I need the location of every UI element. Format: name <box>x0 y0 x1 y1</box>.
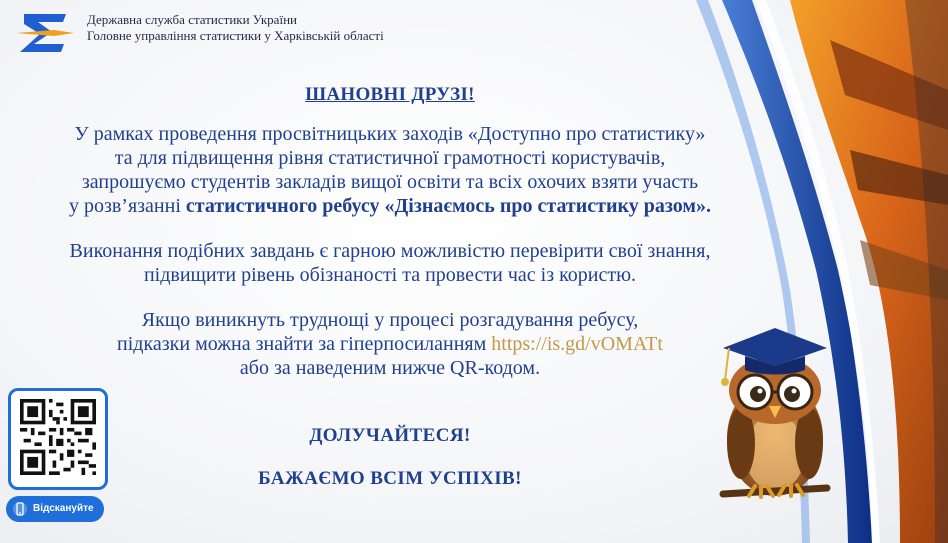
scan-button-label: Відскануйте <box>33 503 94 514</box>
phone-icon <box>13 500 27 518</box>
paragraph-benefits <box>0 239 780 287</box>
paragraph-line: та для підвищення рівня статистичної грамотності користувачів, <box>114 147 666 169</box>
hint-link[interactable]: https://is.gd/vOMATt <box>491 333 663 355</box>
paragraph-line: Якщо виникнуть труднощі у процесі розгадування ребусу, <box>141 309 639 331</box>
paragraph-line: Виконання подібних завдань є гарною можливістю перевірити свої знання, <box>69 240 711 262</box>
scan-button[interactable] <box>6 496 104 522</box>
rebus-name: статистичного ребусу «Дізнаємось про статистику разом». <box>185 195 712 217</box>
owl-illustration <box>705 318 845 508</box>
paragraph-line: або за наведеним нижче QR-кодом. <box>239 357 541 379</box>
paragraph-text: у розв’язанні <box>68 195 186 217</box>
org-line-2: Головне управління статистики у Харківській області <box>87 28 384 43</box>
qr-code-frame[interactable] <box>8 388 108 490</box>
paragraph-line: підвищити рівень обізнаності та провести час із користю. <box>143 264 637 286</box>
join-heading: ДОЛУЧАЙТЕСЯ! <box>309 425 471 446</box>
organization-header <box>87 12 384 44</box>
paragraph-hints <box>0 308 780 380</box>
paragraph-line <box>0 194 780 218</box>
qr-code-icon <box>20 399 96 475</box>
page-title: ШАНОВНІ ДРУЗІ! <box>305 84 475 105</box>
paragraph-invitation <box>0 122 780 218</box>
wish-heading: БАЖАЄМО ВСІМ УСПІХІВ! <box>258 468 522 489</box>
paragraph-line: запрошуємо студентів закладів вищої освіти та всіх охочих взяти участь <box>81 171 699 193</box>
paragraph-line: У рамках проведення просвітницьких заходів «Доступно про статистику» <box>74 123 706 145</box>
sigma-logo-icon <box>14 8 76 58</box>
org-line-1: Державна служба статистики України <box>87 12 297 27</box>
paragraph-line <box>0 332 780 356</box>
paragraph-text: підказки можна знайти за гіперпосиланням <box>117 333 492 355</box>
